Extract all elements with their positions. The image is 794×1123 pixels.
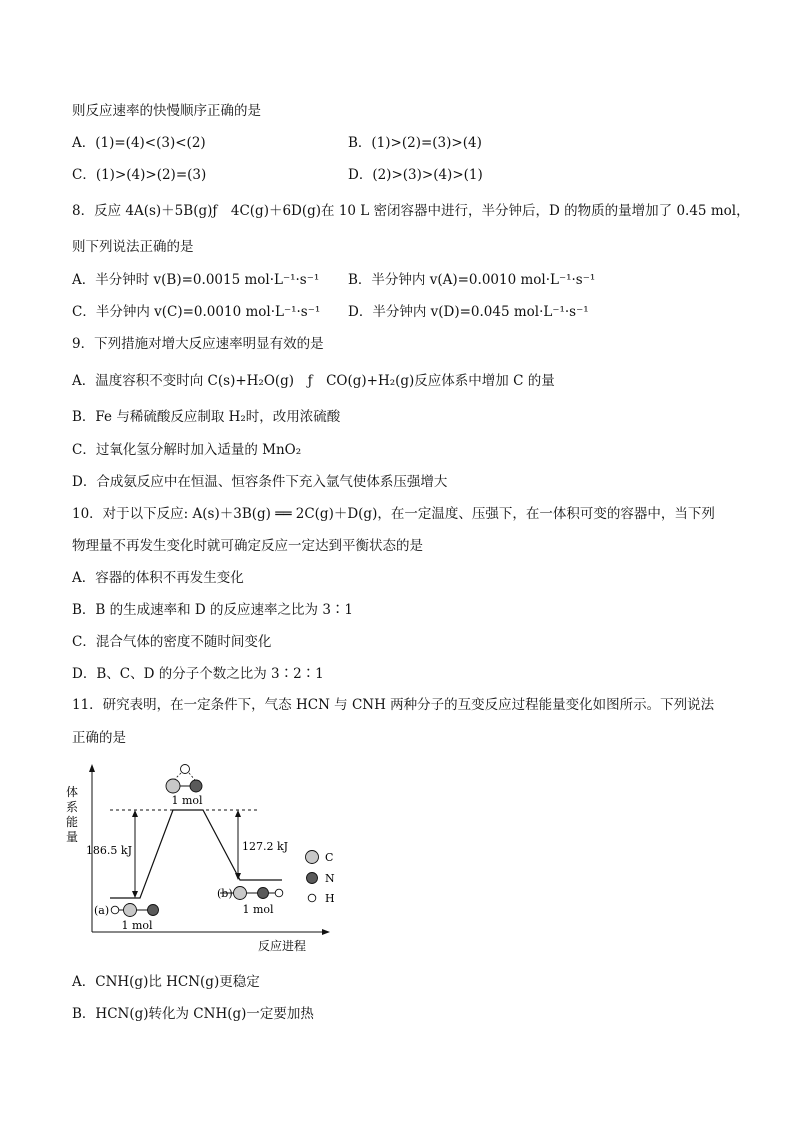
molecule-b-mol-label: 1 mol: [242, 903, 274, 916]
legend-c-label: C: [325, 851, 334, 864]
q7-option-b: B．(1)>(2)=(3)>(4): [348, 135, 482, 151]
q7-stem: 则反应速率的快慢顺序正确的是: [72, 103, 261, 119]
q10-stem-line1: 10．对于以下反应: A(s)＋3B(g) ══ 2C(g)＋D(g)，在一定温度、压强下，在一体积可变的容器中，当下列: [72, 506, 715, 522]
molecule-a-n-atom: [148, 905, 159, 916]
molecule-a-label: (a): [94, 904, 110, 917]
q8-option-d: D．半分钟内 v(D)=0.045 mol·L⁻¹·s⁻¹: [348, 304, 589, 320]
q8-option-a: A．半分钟时 v(B)=0.0015 mol·L⁻¹·s⁻¹: [72, 272, 320, 288]
molecule-b-c-atom: [234, 887, 247, 900]
ts-bond-nh: [189, 773, 195, 780]
q7-option-a: A．(1)=(4)<(3)<(2): [72, 135, 206, 151]
q8-stem-line2: 则下列说法正确的是: [72, 239, 194, 255]
legend-h-icon: [308, 894, 316, 902]
activation-right-label: 127.2 kJ: [242, 840, 289, 853]
activation-left-label: 186.5 kJ: [85, 844, 132, 857]
q10-option-b: B．B 的生成速率和 D 的反应速率之比为 3∶1: [72, 602, 354, 618]
y-axis-label-char: 系: [65, 800, 79, 814]
ts-c-atom: [166, 779, 180, 793]
ts-mol-label: 1 mol: [171, 794, 203, 807]
y-axis-label-char: 体: [65, 785, 79, 799]
ts-h-atom: [181, 765, 190, 774]
y-axis-label-char: 能: [65, 815, 79, 829]
q11-stem-line1: 11．研究表明，在一定条件下，气态 HCN 与 CNH 两种分子的互变反应过程能量变化如图所示。下列说法: [72, 697, 715, 713]
molecule-b-n-atom: [258, 888, 269, 899]
q10-stem-line2: 物理量不再发生变化时就可确定反应一定达到平衡状态的是: [72, 538, 423, 554]
activation-left-arrowhead-bottom: [132, 891, 138, 898]
q10-option-d: D．B、C、D 的分子个数之比为 3∶2∶1: [72, 666, 324, 682]
q8-stem-line1: 8．反应 4A(s)＋5B(g)ƒ 4C(g)＋6D(g)在 10 L 密闭容器中进行，半分钟后，D 的物质的量增加了 0.45 mol，: [72, 203, 750, 219]
y-axis-arrow: [89, 764, 95, 772]
molecule-a-c-atom: [124, 904, 137, 917]
molecule-b-h-atom: [275, 889, 283, 897]
q9-option-c: C．过氧化氢分解时加入适量的 MnO₂: [72, 442, 302, 458]
q9-option-a: A．温度容积不变时向 C(s)+H₂O(g) ƒ CO(g)+H₂(g)反应体系中增加 C 的量: [72, 373, 555, 389]
q9-option-d: D．合成氨反应中在恒温、恒容条件下充入氩气使体系压强增大: [72, 474, 448, 490]
energy-curve: [110, 810, 282, 898]
legend-n-label: N: [325, 872, 335, 885]
x-axis-arrow: [322, 929, 330, 935]
legend-n-icon: [307, 873, 318, 884]
legend-c-icon: [306, 851, 319, 864]
activation-right-arrowhead-top: [235, 810, 241, 817]
x-axis-label: 反应进程: [257, 939, 307, 953]
y-axis-label-char: 量: [65, 830, 79, 844]
q8-option-c: C．半分钟内 v(C)=0.0010 mol·L⁻¹·s⁻¹: [72, 304, 321, 320]
ts-n-atom: [190, 780, 202, 792]
molecule-a-mol-label: 1 mol: [121, 919, 153, 932]
q11-option-a: A．CNH(g)比 HCN(g)更稳定: [72, 974, 260, 990]
q10-option-a: A．容器的体积不再发生变化: [72, 570, 244, 586]
q11-option-b: B．HCN(g)转化为 CNH(g)一定要加热: [72, 1006, 314, 1022]
q7-option-c: C．(1)>(4)>(2)=(3): [72, 167, 207, 183]
q9-option-b: B．Fe 与稀硫酸反应制取 H₂时，改用浓硫酸: [72, 409, 341, 425]
molecule-a-h-atom: [111, 906, 119, 914]
q7-option-d: D．(2)>(3)>(4)>(1): [348, 167, 483, 183]
activation-left-arrowhead-top: [132, 810, 138, 817]
q10-option-c: C．混合气体的密度不随时间变化: [72, 634, 272, 650]
energy-diagram: [60, 762, 350, 957]
molecule-b-label: (b): [217, 887, 233, 900]
legend-h-label: H: [325, 892, 335, 905]
q11-stem-line2: 正确的是: [72, 730, 126, 746]
y-axis-label: [66, 784, 78, 844]
q8-option-b: B．半分钟内 v(A)=0.0010 mol·L⁻¹·s⁻¹: [348, 272, 596, 288]
q9-stem: 9．下列措施对增大反应速率明显有效的是: [72, 336, 324, 352]
